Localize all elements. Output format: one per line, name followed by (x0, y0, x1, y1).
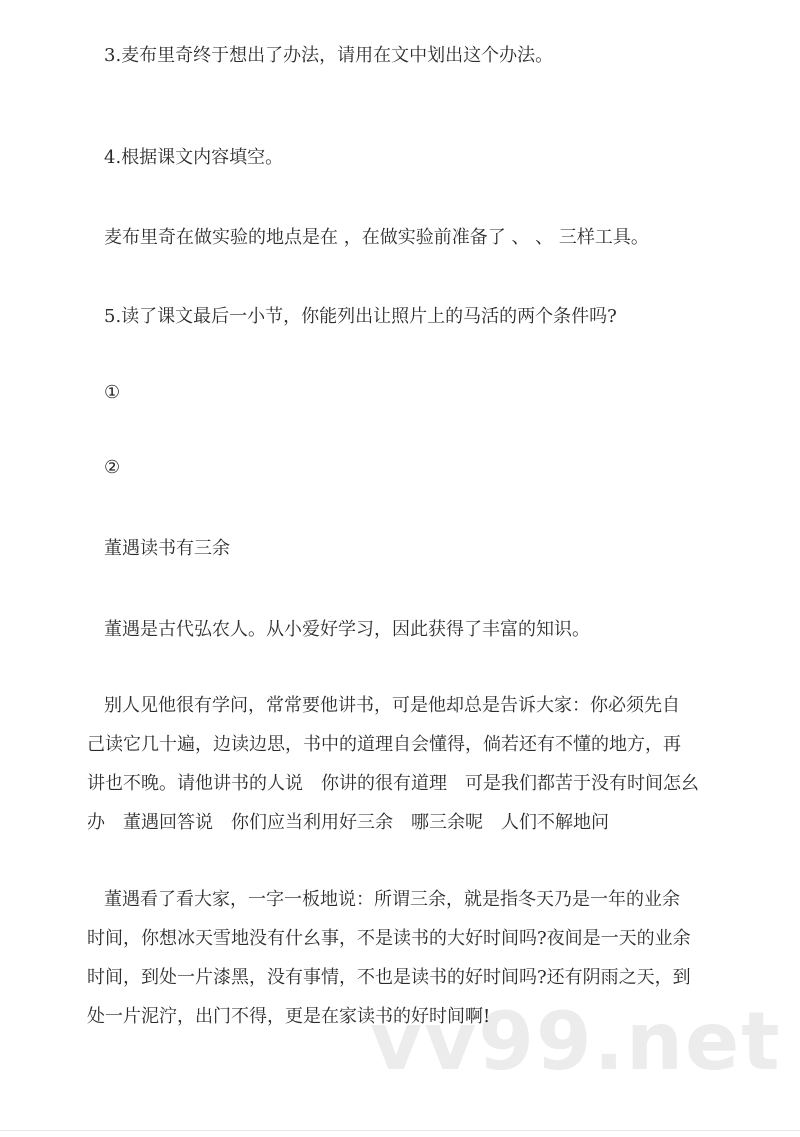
question-4-fill-blank: 麦布里奇在做实验的地点是在 ，在做实验前准备了 、 、 三样工具。 (104, 227, 649, 248)
paragraph-line: 处一片泥泞，出门不得，更是在家读书的好时间啊! (87, 1006, 491, 1027)
paragraph-line: 办 董遇回答说 你们应当利用好三余 哪三余呢 人们不解地问 (87, 812, 609, 833)
paragraph-line: 董遇看了看大家，一字一板地说：所谓三余，就是指冬天乃是一年的业余 (104, 889, 680, 910)
story-title: 董遇读书有三余 (104, 538, 230, 559)
paragraph-line: 讲也不晚。请他讲书的人说 你讲的很有道理 可是我们都苦于没有时间怎幺 (87, 773, 699, 794)
story-paragraph-1: 董遇是古代弘农人。从小爱好学习，因此获得了丰富的知识。 (104, 619, 590, 640)
story-paragraph-3 (87, 880, 727, 1036)
watermark: vv99.net (370, 995, 782, 1088)
paragraph-line: 时间，到处一片漆黑，没有事情，不也是读书的好时间吗?还有阴雨之天，到 (87, 967, 691, 988)
answer-slot-1: ① (104, 382, 121, 403)
paragraph-line: 己读它几十遍，边读边思，书中的道理自会懂得，倘若还有不懂的地方，再 (87, 734, 681, 755)
paragraph-line: 别人见他很有学问，常常要他讲书，可是他却总是告诉大家：你必须先自 (104, 695, 680, 716)
answer-slot-2: ② (104, 457, 121, 478)
story-paragraph-2 (87, 686, 727, 842)
paragraph-line: 时间，你想冰天雪地没有什幺事，不是读书的大好时间吗?夜间是一天的业余 (87, 928, 691, 949)
page-bottom-divider (0, 1130, 800, 1131)
question-4: 4.根据课文内容填空。 (104, 147, 284, 168)
question-3: 3.麦布里奇终于想出了办法，请用在文中划出这个办法。 (104, 45, 554, 66)
question-5: 5.读了课文最后一小节，你能列出让照片上的马活的两个条件吗? (104, 306, 617, 327)
